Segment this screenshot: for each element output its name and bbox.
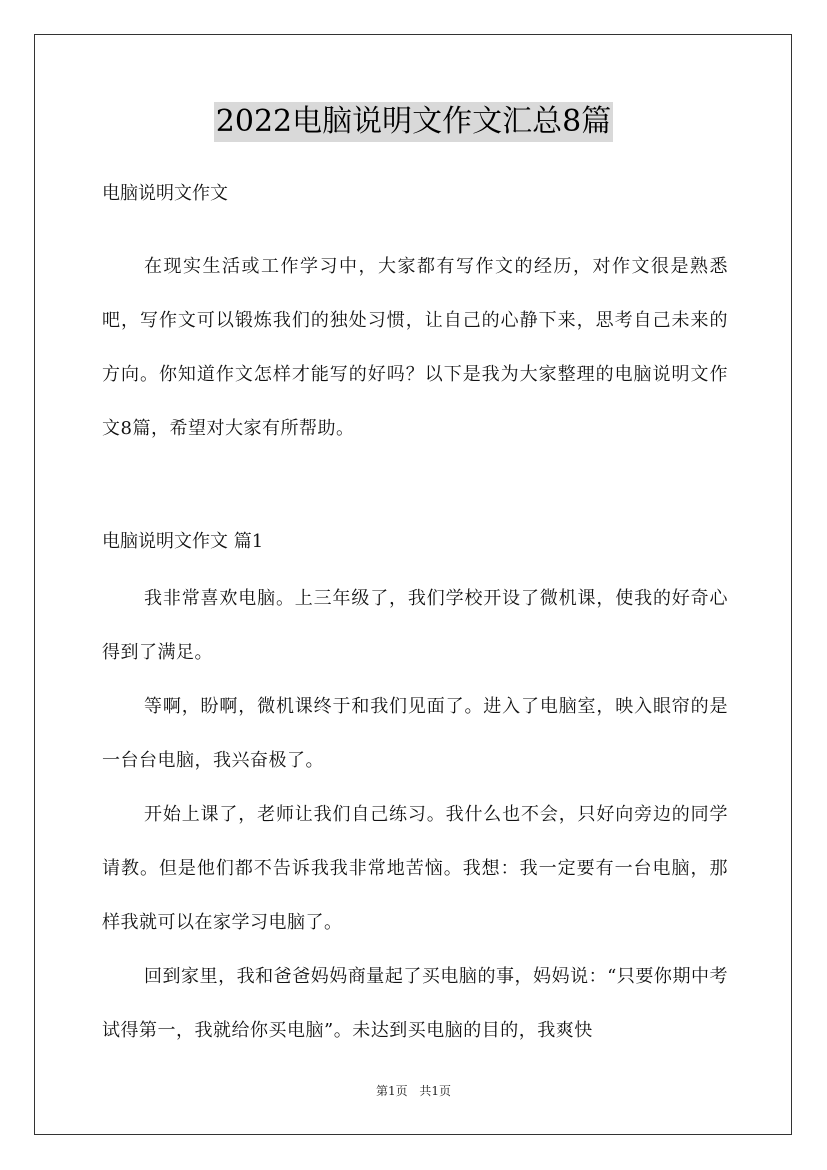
section1-heading: 电脑说明文作文 篇1 <box>102 531 264 552</box>
section1-paragraph-1: 我非常喜欢电脑。上三年级了，我们学校开设了微机课，使我的好奇心得到了满足。 <box>102 588 728 663</box>
title-container <box>0 102 827 142</box>
section1-paragraph-3: 开始上课了，老师让我们自己练习。我什么也不会，只好向旁边的同学请教。但是他们都不告诉我我非常地苦恼。我想：我一定要有一台电脑，那样我就可以在家学习电脑了。 <box>102 804 728 933</box>
document-body <box>102 172 728 1058</box>
page-footer <box>0 1082 827 1099</box>
intro-heading: 电脑说明文作文 <box>102 183 228 204</box>
section1-paragraph-2: 等啊，盼啊，微机课终于和我们见面了。进入了电脑室，映入眼帘的是一台台电脑，我兴奋极了。 <box>102 696 728 771</box>
section1-paragraph-4: 回到家里，我和爸爸妈妈商量起了买电脑的事，妈妈说：“只要你期中考试得第一，我就给你买电脑”。未达到买电脑的目的，我爽快 <box>102 966 728 1041</box>
page-total: 共1页 <box>419 1084 452 1098</box>
document-title: 2022电脑说明文作文汇总8篇 <box>214 102 613 142</box>
intro-paragraph: 在现实生活或工作学习中，大家都有写作文的经历，对作文很是熟悉吧，写作文可以锻炼我们的独处习惯，让自己的心静下来，思考自己未来的方向。你知道作文怎样才能写的好吗？以下是我为大家整理的电脑说明文作文8篇，希望对大家有所帮助。 <box>102 256 728 439</box>
section-spacer <box>102 456 728 520</box>
page-number: 第1页 <box>375 1084 408 1098</box>
